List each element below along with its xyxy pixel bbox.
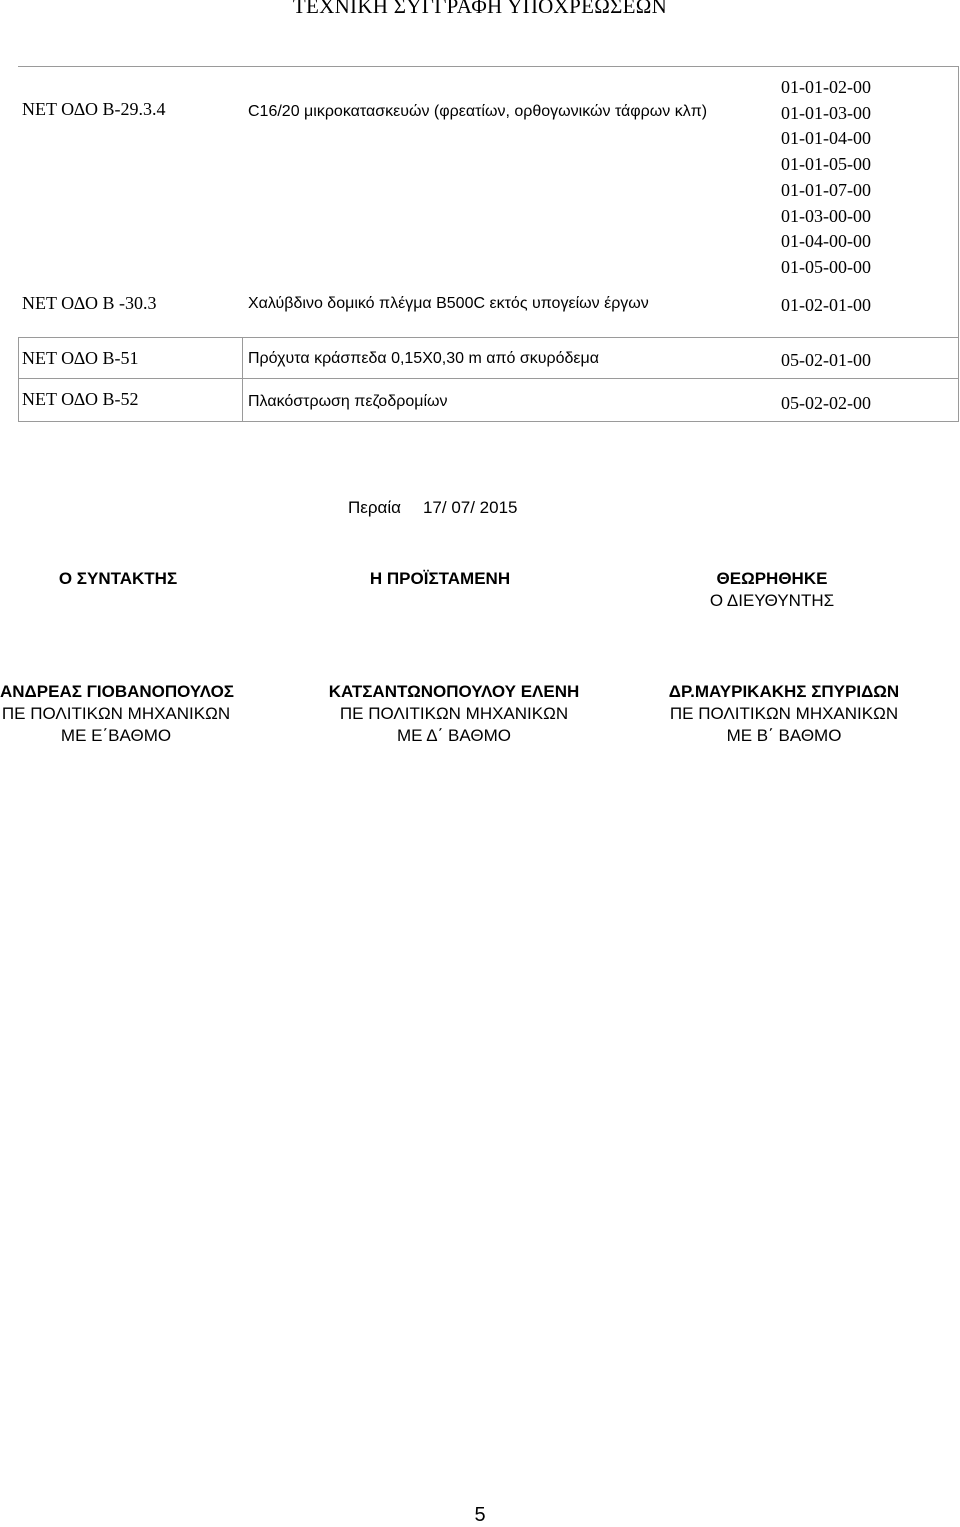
row-code: ΝΕΤ ΟΔΟ Β-29.3.4 [22,99,166,119]
reference-code: 05-02-01-00 [781,350,871,370]
reference-code: 01-01-02-00 [781,77,871,97]
reference-code: 01-01-03-00 [781,102,871,123]
row-references [770,348,882,374]
reference-code: 01-01-05-00 [781,154,871,175]
reference-code: 05-02-02-00 [781,393,871,413]
director-signature-block [640,681,928,747]
author-title: ΠΕ ΠΟΛΙΤΙΚΩΝ ΜΗΧΑΝΙΚΩΝ [1,704,231,723]
row-references [770,293,882,319]
head-grade: ΜΕ Δ΄ ΒΑΘΜΟ [397,726,511,745]
table-row [18,378,958,422]
specifications-table [18,66,959,422]
head-name: ΚΑΤΣΑΝΤΩΝΟΠΟΥΛΟΥ ΕΛΕΝΗ [328,682,580,701]
row-code: ΝΕΤ ΟΔΟ Β-52 [22,389,139,409]
row-description: Χαλύβδινο δομικό πλέγμα B500C εκτός υπογείων έργων [248,295,649,312]
director-role-line2: Ο ΔΙΕΥΘΥΝΤΗΣ [709,591,835,610]
row-description: Πρόχυτα κράσπεδα 0,15Χ0,30 m από σκυρόδεμα [248,350,599,367]
director-title: ΠΕ ΠΟΛΙΤΙΚΩΝ ΜΗΧΑΝΙΚΩΝ [669,704,899,723]
row-description: C16/20 μικροκατασκευών (φρεατίων, ορθογωνικών τάφρων κλπ) [248,103,708,120]
date: 17/ 07/ 2015 [422,498,518,517]
row-references [770,75,882,281]
row-code: ΝΕΤ ΟΔΟ Β-51 [22,348,139,368]
director-role-line1: ΘΕΩΡΗΘΗΚΕ [716,569,828,588]
place-date [348,498,518,518]
row-code: ΝΕΤ ΟΔΟ Β -30.3 [22,293,157,313]
table-row [18,337,958,378]
table-row [18,67,958,295]
head-title: ΠΕ ΠΟΛΙΤΙΚΩΝ ΜΗΧΑΝΙΚΩΝ [339,704,569,723]
head-role: Η ΠΡΟΪΣΤΑΜΕΝΗ [369,569,511,588]
reference-code: 01-04-00-00 [781,231,871,252]
table-row [18,289,958,337]
page-title: ΤΕΧΝΙΚΗ ΣΥΓΓΡΑΦΗ ΥΠΟΧΡΕΩΣΕΩΝ [292,0,668,18]
director-name: ΔΡ.ΜΑΥΡΙΚΑΚΗΣ ΣΠΥΡΙΔΩΝ [668,682,900,701]
author-role: Ο ΣΥΝΤΑΚΤΗΣ [58,569,178,588]
reference-code: 01-01-07-00 [781,179,871,200]
reference-code: 01-05-00-00 [781,256,871,277]
author-signature-block [0,681,232,747]
place: Περαία [348,498,401,517]
head-signature-block [302,681,606,747]
reference-code: 01-01-04-00 [781,128,871,149]
director-grade: ΜΕ Β΄ ΒΑΘΜΟ [726,726,842,745]
author-grade: ΜΕ Ε΄ΒΑΘΜΟ [60,726,172,745]
reference-code: 01-02-01-00 [781,295,871,315]
page-number: 5 [474,1504,486,1526]
row-references [770,391,882,417]
row-description: Πλακόστρωση πεζοδρομίων [248,393,448,410]
author-name: ΑΝΔΡΕΑΣ ΓΙΟΒΑΝΟΠΟΥΛΟΣ [0,682,234,701]
reference-code: 01-03-00-00 [781,205,871,226]
director-role [672,568,872,612]
